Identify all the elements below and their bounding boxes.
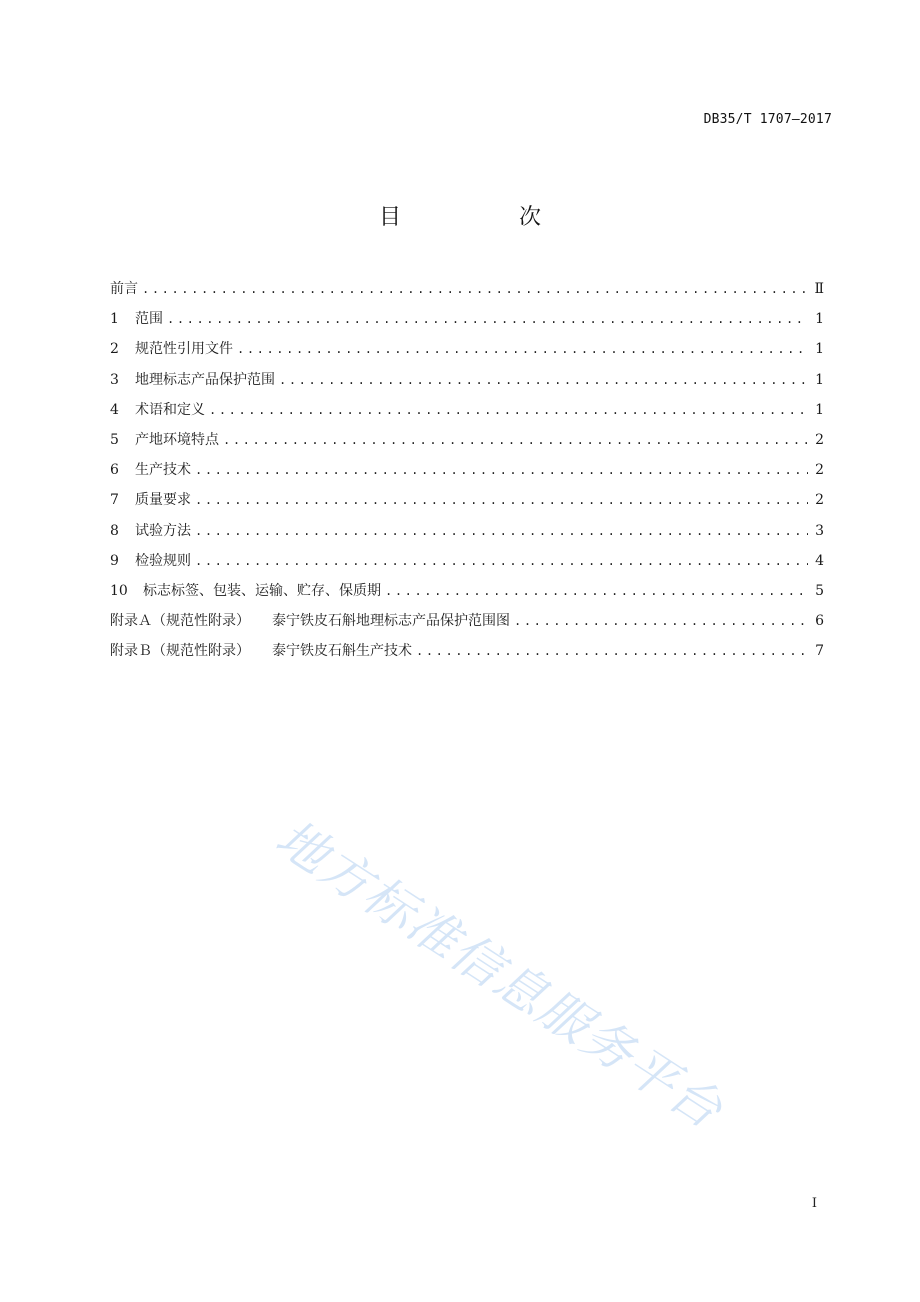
toc-appendix-prefix: 附录Ｂ（规范性附录） <box>110 643 250 660</box>
toc-entry-page: 1 <box>815 401 824 418</box>
toc-leader-dots <box>195 489 808 511</box>
toc-entry-text: 质量要求 <box>135 492 191 509</box>
watermark: 地方标准信息服务平台 <box>265 808 734 1141</box>
toc-entry-number: 7 <box>110 492 119 509</box>
toc-entry-10[interactable] <box>110 580 824 610</box>
toc-entry-text: 范围 <box>135 311 163 328</box>
toc-leader-dots <box>514 610 808 632</box>
toc-entry-number: 8 <box>110 522 119 539</box>
toc-leader-dots <box>167 308 808 330</box>
toc-entry-page: 1 <box>815 311 824 328</box>
toc-leader-dots <box>209 399 808 421</box>
toc-entry-text: 泰宁铁皮石斛生产技术 <box>272 643 412 660</box>
toc-entry-page: 1 <box>815 371 824 388</box>
toc-entry-page: 7 <box>815 643 824 660</box>
toc-title: 目 次 <box>378 205 589 230</box>
toc-leader-dots <box>385 580 808 602</box>
toc-entry-number: 9 <box>110 552 119 569</box>
toc-entry-page: 2 <box>815 431 824 448</box>
toc-leader-dots <box>195 550 808 572</box>
toc-entry-text: 标志标签、包装、运输、贮存、保质期 <box>143 582 381 599</box>
toc-entry-foreword[interactable] <box>110 278 824 308</box>
toc-leader-dots <box>195 459 808 481</box>
toc-entry-text: 术语和定义 <box>135 401 205 418</box>
toc-entry-text: 生产技术 <box>135 462 191 479</box>
table-of-contents <box>110 278 824 670</box>
toc-appendix-prefix: 附录Ａ（规范性附录） <box>110 613 250 630</box>
toc-entry-page: 1 <box>815 341 824 358</box>
toc-entry-7[interactable] <box>110 489 824 519</box>
toc-entry-page: 2 <box>815 462 824 479</box>
toc-entry-text: 前言 <box>110 281 138 297</box>
toc-entry-appendix-b[interactable] <box>110 640 824 670</box>
toc-entry-text: 检验规则 <box>135 552 191 569</box>
toc-entry-number: 10 <box>110 582 128 599</box>
toc-entry-page: Ⅱ <box>814 281 824 297</box>
toc-entry-8[interactable] <box>110 520 824 550</box>
toc-entry-1[interactable] <box>110 308 824 338</box>
toc-entry-text: 地理标志产品保护范围 <box>135 371 275 388</box>
toc-entry-page: 3 <box>815 522 824 539</box>
page-number: I <box>811 1196 817 1211</box>
toc-leader-dots <box>237 338 808 360</box>
toc-leader-dots <box>279 369 808 391</box>
toc-leader-dots <box>223 429 808 451</box>
toc-leader-dots <box>142 278 808 300</box>
toc-entry-number: 3 <box>110 371 119 388</box>
toc-entry-2[interactable] <box>110 338 824 368</box>
toc-entry-text: 产地环境特点 <box>135 431 219 448</box>
toc-entry-9[interactable] <box>110 550 824 580</box>
toc-entry-page: 4 <box>815 552 824 569</box>
toc-entry-number: 6 <box>110 462 119 479</box>
toc-entry-page: 2 <box>815 492 824 509</box>
toc-entry-3[interactable] <box>110 369 824 399</box>
toc-entry-appendix-a[interactable] <box>110 610 824 640</box>
toc-entry-6[interactable] <box>110 459 824 489</box>
toc-entry-text: 试验方法 <box>135 522 191 539</box>
toc-entry-5[interactable] <box>110 429 824 459</box>
toc-entry-4[interactable] <box>110 399 824 429</box>
toc-entry-text: 规范性引用文件 <box>135 341 233 358</box>
toc-entry-number: 5 <box>110 431 119 448</box>
toc-entry-page: 5 <box>815 582 824 599</box>
toc-entry-number: 1 <box>110 311 119 328</box>
toc-entry-number: 4 <box>110 401 119 418</box>
toc-leader-dots <box>195 520 808 542</box>
toc-entry-page: 6 <box>815 613 824 630</box>
toc-leader-dots <box>416 640 808 662</box>
toc-entry-text: 泰宁铁皮石斛地理标志产品保护范围图 <box>272 613 510 630</box>
document-code: DB35/T 1707—2017 <box>703 112 832 127</box>
toc-entry-number: 2 <box>110 341 119 358</box>
